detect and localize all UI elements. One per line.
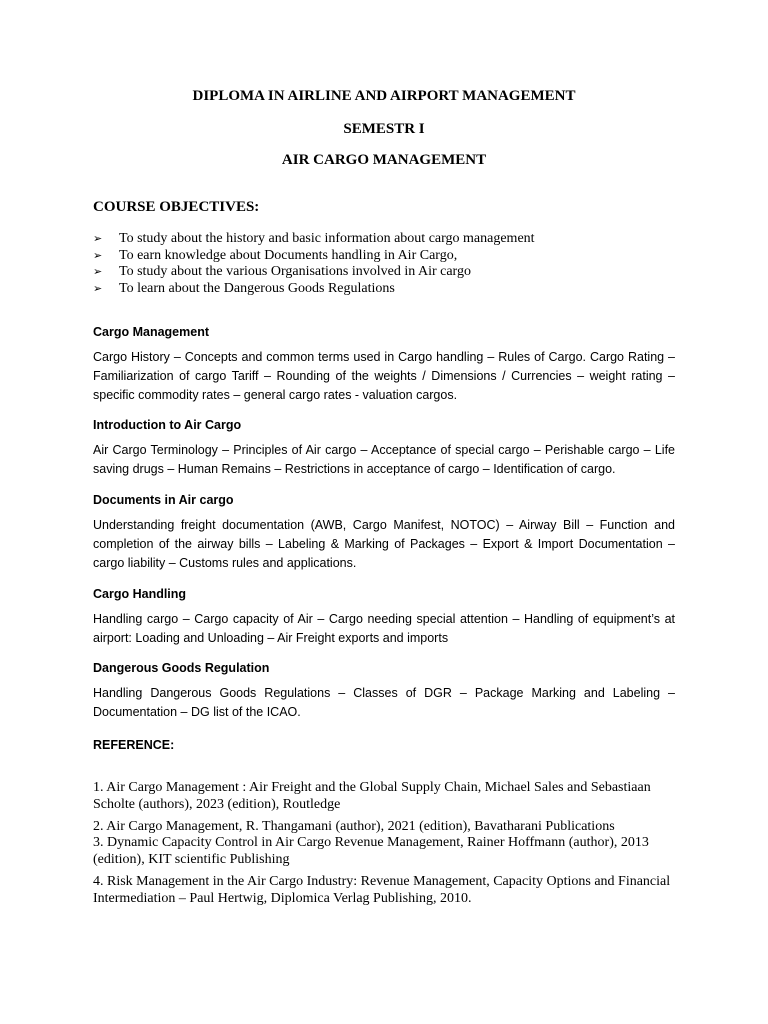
semester-title: SEMESTR I	[343, 121, 425, 137]
section-cargo-handling	[93, 587, 675, 648]
section-title: Cargo Management	[93, 325, 209, 339]
section-title: Documents in Air cargo	[93, 493, 234, 507]
section-body: Handling Dangerous Goods Regulations – Classes of DGR – Package Marking and Labeling – Documentation – DG list of the ICAO.	[93, 686, 675, 719]
objectives-heading: COURSE OBJECTIVES:	[93, 199, 260, 215]
course-title: AIR CARGO MANAGEMENT	[281, 152, 487, 168]
objective-text: To study about the history and basic information about cargo management	[119, 231, 535, 246]
section-title: Dangerous Goods Regulation	[93, 661, 270, 675]
section-body: Handling cargo – Cargo capacity of Air – Cargo needing special attention – Handling of equipment’s at airport: Loading and Unloading – Air Freight exports and imports	[93, 612, 675, 645]
objective-item	[93, 231, 693, 248]
objective-item	[93, 264, 693, 281]
section-title: Cargo Handling	[93, 587, 187, 601]
section-body: Air Cargo Terminology – Principles of Air cargo – Acceptance of special cargo – Perishable cargo – Life saving drugs – Human Remains – Restrictions in acceptance of cargo – Identification of cargo.	[93, 443, 675, 476]
objective-text: To learn about the Dangerous Goods Regulations	[119, 280, 395, 296]
diploma-title: DIPLOMA IN AIRLINE AND AIRPORT MANAGEMENT	[192, 88, 576, 104]
objective-item	[93, 281, 693, 298]
section-dangerous-goods-regulation	[93, 661, 675, 722]
reference-heading: REFERENCE:	[93, 738, 175, 752]
reference-item: 3. Dynamic Capacity Control in Air Cargo Revenue Management, Rainer Hoffmann (author), 2013 (edition), KIT scientific Publishing	[93, 835, 649, 867]
section-introduction-to-air-cargo	[93, 418, 675, 479]
arrow-bullet-icon: ➢	[93, 233, 103, 245]
objective-text: To study about the various Organisations involved in Air cargo	[119, 264, 471, 279]
section-body: Cargo History – Concepts and common terms used in Cargo handling – Rules of Cargo. Cargo Rating – Familiarization of cargo Tariff – Rounding of the weights / Dimensions / Currencies – weight rating – specific commodity rates – general cargo rates - valuation cargos.	[93, 350, 675, 402]
reference-item: 2. Air Cargo Management, R. Thangamani (author), 2021 (edition), Bavatharani Publications	[93, 819, 615, 834]
section-documents-in-air-cargo	[93, 493, 675, 572]
section-title: Introduction to Air Cargo	[93, 418, 242, 432]
arrow-bullet-icon: ➢	[93, 282, 103, 295]
reference-item: 1. Air Cargo Management : Air Freight and the Global Supply Chain, Michael Sales and Sebastiaan Scholte (authors), 2023 (edition), Routledge	[93, 780, 651, 812]
objective-item	[93, 248, 693, 265]
objectives-list	[93, 231, 693, 297]
section-body: Understanding freight documentation (AWB, Cargo Manifest, NOTOC) – Airway Bill – Function and completion of the airway bills – Labeling & Marking of Packages – Export & Import Documentation – cargo liability – Customs rules and applications.	[93, 518, 675, 570]
reference-item: 4. Risk Management in the Air Cargo Industry: Revenue Management, Capacity Options and Financial Intermediation – Paul Hertwig, Diplomica Verlag Publishing, 2010.	[93, 874, 671, 906]
section-cargo-management	[93, 325, 675, 404]
objective-text: To earn knowledge about Documents handling in Air Cargo,	[119, 247, 458, 263]
arrow-bullet-icon: ➢	[93, 249, 103, 262]
arrow-bullet-icon: ➢	[93, 266, 103, 278]
